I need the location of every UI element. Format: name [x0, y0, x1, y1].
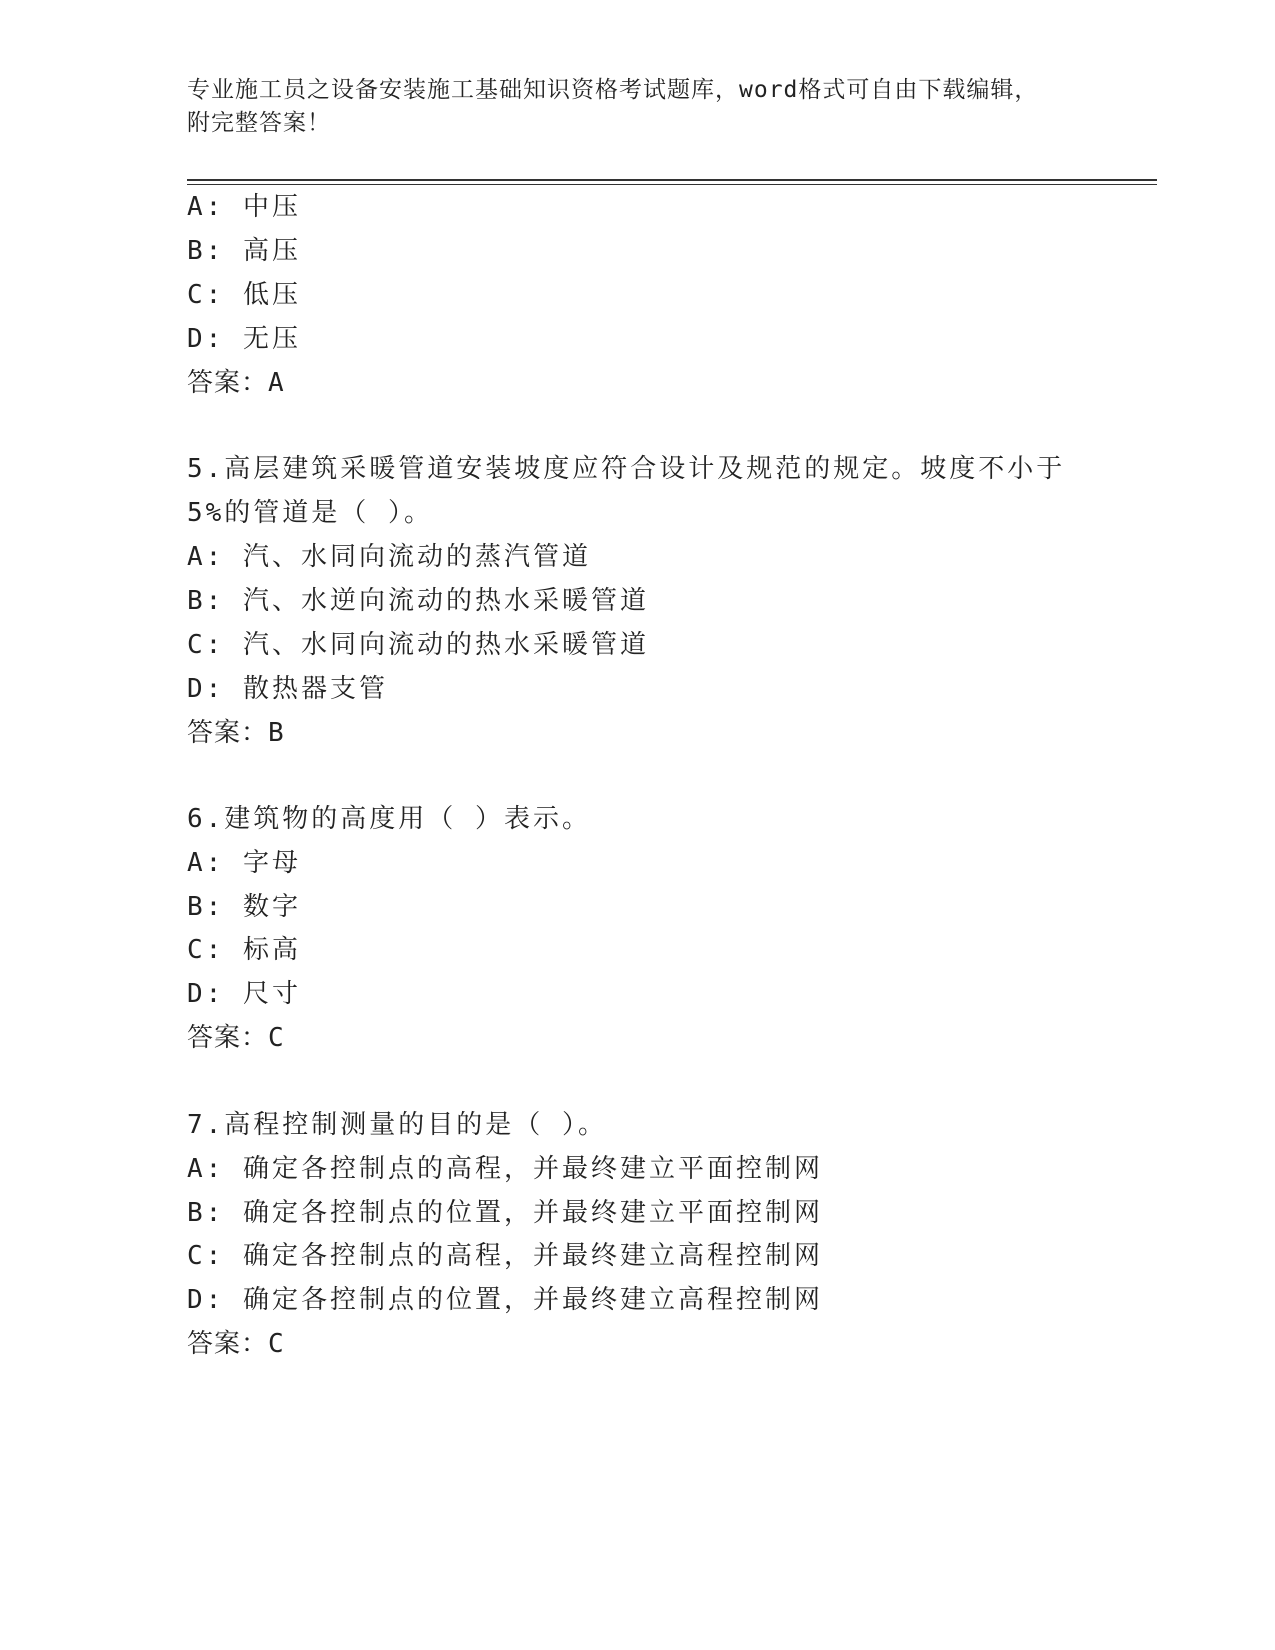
q4-option-d: D: 无压 [187, 324, 301, 354]
q7-stem: 7.高程控制测量的目的是（ ）。 [187, 1110, 607, 1140]
q6-stem: 6.建筑物的高度用（ ）表示。 [187, 804, 591, 834]
header-line-1: 专业施工员之设备安装施工基础知识资格考试题库，word格式可自由下载编辑， [187, 77, 1039, 103]
q7-option-c: C: 确定各控制点的高程，并最终建立高程控制网 [187, 1241, 823, 1271]
header-divider-thick [187, 179, 1157, 181]
q4-option-c: C: 低压 [187, 280, 301, 310]
q7-option-b: B: 确定各控制点的位置，并最终建立平面控制网 [187, 1198, 823, 1228]
q6-option-c: C: 标高 [187, 935, 301, 965]
q5-stem-line-2: 5%的管道是（ ）。 [187, 498, 433, 528]
document-header [187, 74, 1067, 140]
q4-answer: 答案：A [187, 368, 285, 398]
q6-option-a: A: 字母 [187, 848, 301, 878]
q6-option-b: B: 数字 [187, 892, 301, 922]
q5-answer: 答案：B [187, 718, 285, 748]
q5-option-a: A: 汽、水同向流动的蒸汽管道 [187, 542, 591, 572]
q5-option-c: C: 汽、水同向流动的热水采暖管道 [187, 630, 649, 660]
q6-answer: 答案：C [187, 1023, 285, 1053]
q7-option-a: A: 确定各控制点的高程，并最终建立平面控制网 [187, 1154, 823, 1184]
q7-option-d: D: 确定各控制点的位置，并最终建立高程控制网 [187, 1285, 823, 1315]
q7-answer: 答案：C [187, 1329, 285, 1359]
header-divider-thin [187, 184, 1157, 185]
q5-option-b: B: 汽、水逆向流动的热水采暖管道 [187, 586, 649, 616]
q4-option-b: B: 高压 [187, 236, 301, 266]
q5-stem-line-1: 5.高层建筑采暖管道安装坡度应符合设计及规范的规定。坡度不小于 [187, 454, 1066, 484]
q6-option-d: D: 尺寸 [187, 979, 301, 1009]
q4-option-a: A: 中压 [187, 192, 301, 222]
header-line-2: 附完整答案！ [187, 110, 331, 136]
q5-option-d: D: 散热器支管 [187, 674, 388, 704]
